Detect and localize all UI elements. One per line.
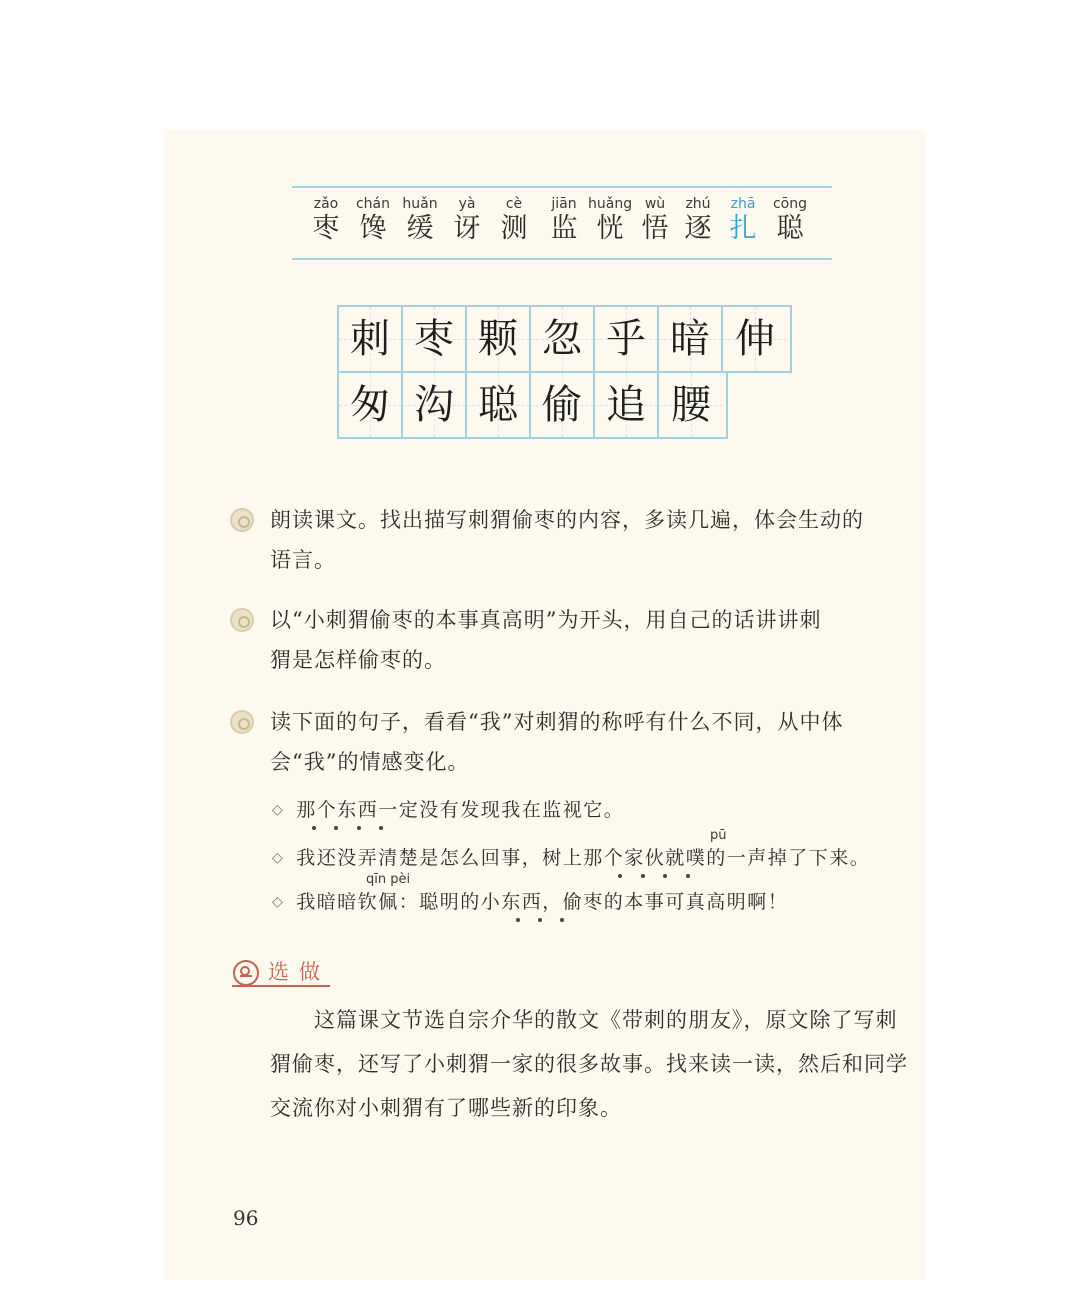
vocab-word: huǎng 恍 <box>588 196 633 244</box>
grid-cell: 沟 <box>403 373 467 437</box>
vocab-word: yà 讶 <box>453 196 481 244</box>
optional-paragraph: 这篇课文节选自宗介华的散文《带刺的朋友》，原文除了写刺猬偷枣，还写了小刺猬一家的很多故事。找来读一读，然后和同学交流你对小刺猬有了哪些新的印象。 <box>270 1008 908 1120</box>
page-number: 96 <box>233 1206 259 1230</box>
optional-section-label: 选做 <box>268 960 330 984</box>
grid-cell: 追 <box>595 373 659 437</box>
exercise-bullet-icon <box>230 710 254 734</box>
pinyin-annotation: pū <box>710 828 727 843</box>
grid-cell: 匆 <box>339 373 403 437</box>
example-sentence-2: ◇ 我还没弄清楚是怎么回事，树上那个家伙就噗的一声掉了下来。 <box>272 847 871 869</box>
emphasis-dot <box>334 826 338 830</box>
exercise-1 <box>230 500 910 590</box>
grid-cell: 暗 <box>659 307 723 371</box>
vocab-word: cōng 聪 <box>772 196 808 244</box>
vocab-word: zhú 逐 <box>684 196 712 244</box>
grid-cell: 腰 <box>659 373 723 437</box>
emphasis-dot <box>560 918 564 922</box>
word-strip-top-line <box>292 186 832 188</box>
example-sentence-3: ◇ 我暗暗钦佩：聪明的小东西，偷枣的本事可真高明啊！ <box>272 891 789 913</box>
vocabulary-strip <box>292 196 832 256</box>
emphasis-dot <box>538 918 542 922</box>
exercise-2 <box>230 600 910 690</box>
exercise-3 <box>230 702 910 792</box>
emphasis-dot <box>618 874 622 878</box>
emphasis-dot <box>379 826 383 830</box>
diamond-marker-icon: ◇ <box>272 894 285 910</box>
emphasis-dot <box>641 874 645 878</box>
grid-cell: 偷 <box>531 373 595 437</box>
vocab-word-highlighted: zhā 扎 <box>729 196 757 244</box>
word-strip-bottom-line <box>292 258 832 260</box>
grid-cell: 刺 <box>339 307 403 371</box>
exercise-text: 读下面的句子，看看“我”对刺猬的称呼有什么不同，从中体 会“我”的情感变化。 <box>270 710 844 774</box>
vocab-word: cè 测 <box>500 196 528 244</box>
grid-cell: 聪 <box>467 373 531 437</box>
vocab-word: jiān 监 <box>550 196 578 244</box>
emphasis-dot <box>312 826 316 830</box>
exercise-text: 以“小刺猬偷枣的本事真高明”为开头，用自己的话讲讲刺 猬是怎样偷枣的。 <box>270 608 822 672</box>
vocab-word: huǎn 缓 <box>402 196 438 244</box>
emphasis-dot <box>663 874 667 878</box>
pinyin-annotation: qīn pèi <box>366 872 411 887</box>
grid-cell: 忽 <box>531 307 595 371</box>
diamond-marker-icon: ◇ <box>272 850 285 866</box>
exercise-text: 朗读课文。找出描写刺猬偷枣的内容，多读几遍，体会生动的 语言。 <box>270 508 864 572</box>
vocab-word: zǎo 枣 <box>312 196 340 244</box>
emphasis-dot <box>516 918 520 922</box>
grid-cell: 乎 <box>595 307 659 371</box>
optional-badge-icon <box>233 960 259 986</box>
optional-underline <box>232 985 330 987</box>
emphasis-dot <box>357 826 361 830</box>
emphasis-dot <box>686 874 690 878</box>
exercise-bullet-icon <box>230 608 254 632</box>
vocab-word: wù 悟 <box>641 196 669 244</box>
example-sentence-1: ◇ 那个东西一定没有发现我在监视它。 <box>272 799 625 821</box>
vocab-word: chán 馋 <box>355 196 391 244</box>
grid-cell: 枣 <box>403 307 467 371</box>
diamond-marker-icon: ◇ <box>272 802 285 818</box>
grid-cell: 伸 <box>723 307 787 371</box>
exercise-bullet-icon <box>230 508 254 532</box>
grid-cell: 颗 <box>467 307 531 371</box>
